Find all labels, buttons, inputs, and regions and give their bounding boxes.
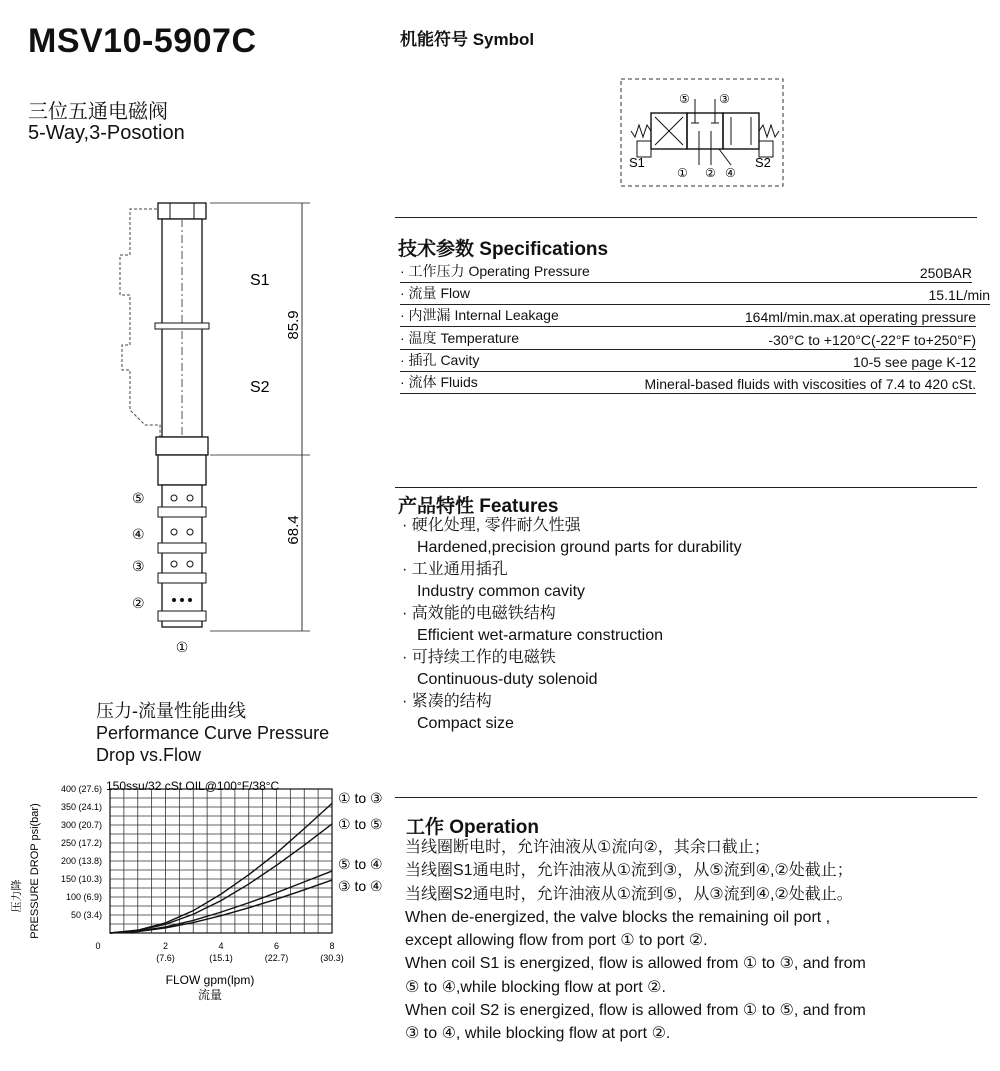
symbol-s2-label: S2 — [755, 155, 771, 170]
y-tick-label: 150 (10.3) — [60, 874, 102, 884]
operation-text — [405, 836, 995, 1046]
pressure-flow-chart — [0, 775, 400, 1010]
spec-row: · 温度 Temperature -30°C to +120°C(-22°F to+250°F) — [400, 327, 976, 350]
hydraulic-symbol — [615, 75, 790, 190]
operation-line: 当线圈S2通电时，允许油液从①流到⑤，从③流到④,②处截止。 — [405, 885, 853, 903]
spring-icon — [631, 125, 651, 137]
y-axis-label-cn: 压力降 — [11, 879, 23, 913]
operation-line: 当线圈断电时，允许油液从①流向②，其余口截止； — [405, 839, 770, 856]
symbol-port-3: ③ — [719, 92, 730, 106]
x-tick-sub-label: (30.3) — [320, 953, 344, 963]
operation-line: 当线圈S1通电时，允许油液从①流到③，从⑤流到④,②处截止； — [405, 862, 853, 880]
chart-title: 150ssu/32 cSt OIL@100°F/38°C — [106, 779, 280, 793]
y-tick-label: 100 (6.9) — [65, 892, 102, 902]
port-hole — [172, 598, 176, 602]
performance-title: 压力-流量性能曲线 Performance Curve Pressure Drop vs.Flow — [96, 701, 330, 765]
operation-line: When coil S2 is energized, flow is allowed from ① to ⑤, and from — [405, 1002, 866, 1020]
symbol-port-2: ② — [705, 166, 716, 180]
x-tick-label: 8 — [329, 941, 335, 951]
divider — [395, 217, 977, 218]
x-tick-sub-label: (7.6) — [156, 953, 175, 963]
o-ring — [158, 573, 206, 583]
y-tick-label: 200 (13.8) — [60, 856, 102, 866]
y-tick-label: 350 (24.1) — [60, 802, 102, 812]
valve-drawing — [100, 195, 320, 665]
port-label-3: ③ — [132, 558, 145, 574]
divider — [395, 797, 977, 798]
x-tick-label: 4 — [218, 941, 224, 951]
features-title: 产品特性 Features — [398, 496, 559, 517]
base-hex — [156, 437, 208, 455]
series-label: ① to ③ — [338, 790, 383, 806]
spec-row: · 插孔 Cavity 10-5 see page K-12 — [400, 349, 976, 372]
x-axis-label: FLOW gpm(lpm) — [165, 973, 255, 987]
symbol-title: 机能符号 Symbol — [400, 30, 535, 49]
spec-row: · 流体 Fluids Mineral-based fluids with viscosities of 7.4 to 420 cSt. — [400, 371, 976, 394]
o-ring — [158, 611, 206, 621]
feature-item: · 紧凑的结构 Compact size — [402, 693, 514, 732]
y-tick-label: 300 (20.7) — [60, 820, 102, 830]
symbol-s1-label: S1 — [629, 155, 645, 170]
operation-title: 工作 Operation — [406, 817, 540, 838]
dim-upper: 85.9 — [285, 310, 302, 340]
x-tick-sub-label: (22.7) — [264, 953, 289, 963]
y-tick-label: 50 (3.4) — [70, 910, 102, 920]
o-ring — [158, 507, 206, 517]
x-tick-sub-label: (15.1) — [209, 953, 233, 963]
operation-line: except allowing flow from port ① to port ②. — [405, 932, 708, 950]
port-label-5: ⑤ — [132, 490, 145, 506]
y-tick-label: 400 (27.6) — [60, 784, 102, 794]
port-hole — [180, 598, 184, 602]
port-label-2: ② — [132, 595, 145, 611]
feature-item: · 可持续工作的电磁铁 Continuous-duty solenoid — [402, 649, 598, 688]
top-nut — [158, 203, 206, 219]
operation-line: When coil S1 is energized, flow is allowed from ① to ③, and from — [405, 955, 866, 973]
symbol-box-center — [687, 113, 723, 149]
symbol-port-5: ⑤ — [679, 92, 690, 106]
specs-title: 技术参数 Specifications — [398, 239, 609, 260]
x-tick-zero: 0 — [95, 941, 101, 951]
subtitle-cn: 三位五通电磁阀 — [28, 101, 168, 123]
x-tick-label: 6 — [273, 941, 280, 951]
port-label-1: ① — [175, 639, 189, 655]
series-label: ⑤ to ④ — [338, 856, 383, 872]
x-axis-label-cn: 流量 — [197, 988, 223, 1002]
mid-ring — [155, 323, 209, 329]
series-label: ③ to ④ — [338, 878, 383, 894]
coil-s1-label: S1 — [250, 272, 270, 289]
cartridge-thread — [158, 455, 206, 485]
dim-lower: 68.4 — [285, 515, 302, 545]
feature-item: · 高效能的电磁铁结构 Efficient wet-armature construction — [402, 605, 664, 644]
spec-row: · 工作压力 Operating Pressure 250BAR — [400, 260, 972, 283]
symbol-port-1: ① — [677, 166, 688, 180]
series-label: ① to ⑤ — [338, 816, 383, 832]
operation-line: When de-energized, the valve blocks the remaining oil port , — [405, 908, 831, 926]
port-label-4: ④ — [132, 526, 145, 542]
port-4-line — [719, 149, 731, 165]
coil-s2-label: S2 — [250, 379, 270, 396]
feature-item: · 硬化处理, 零件耐久性强 Hardened,precision ground parts for durability — [402, 517, 742, 556]
y-axis-label: PRESSURE DROP psi(bar) — [29, 803, 41, 939]
symbol-box-right — [723, 113, 759, 149]
operation-line: ⑤ to ④,while blocking flow at port ②. — [405, 978, 666, 996]
spec-row: · 流量 Flow 15.1L/min — [400, 282, 990, 305]
operation-line: ③ to ④, while blocking flow at port ②. — [405, 1025, 671, 1043]
o-ring — [158, 543, 206, 553]
x-tick-label: 2 — [162, 941, 169, 951]
spring-icon — [759, 125, 779, 137]
y-tick-label: 250 (17.2) — [60, 838, 102, 848]
symbol-port-4: ④ — [725, 166, 736, 180]
feature-item: · 工业通用插孔 Industry common cavity — [402, 561, 586, 600]
model-title: MSV10-5907C — [28, 22, 257, 60]
subtitle-en: 5-Way,3-Posotion — [28, 122, 185, 144]
port-hole — [188, 598, 192, 602]
cartridge-body — [162, 485, 202, 627]
divider — [395, 487, 977, 488]
spec-row: · 内泄漏 Internal Leakage 164ml/min.max.at operating pressure — [400, 304, 976, 327]
